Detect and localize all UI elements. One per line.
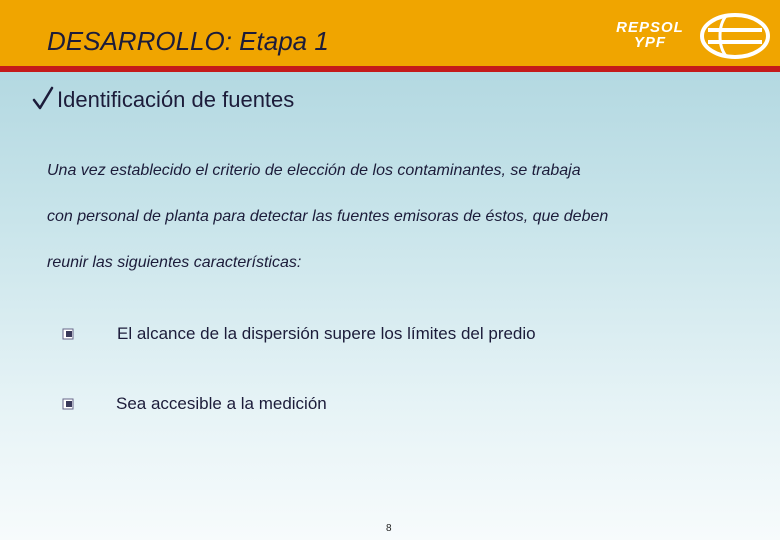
body-paragraph [47,148,747,286]
square-bullet-icon [62,398,74,410]
slide-title: DESARROLLO: Etapa 1 [47,26,329,56]
section-heading [32,86,294,113]
body-line: reunir las siguientes características: [47,254,302,271]
header-divider [0,66,780,72]
bullet-item: El alcance de la dispersión supere los límites del predio [117,324,536,343]
checkmark-icon [32,86,54,112]
repsol-emblem-icon [700,12,770,60]
logo-wordmark [608,20,692,50]
logo-line1: REPSOL [616,19,684,36]
page-number: 8 [386,523,392,534]
square-bullet-icon [62,328,74,340]
body-line: con personal de planta para detectar las fuentes emisoras de éstos, que deben [47,208,609,225]
body-line: Una vez establecido el criterio de elección de los contaminantes, se trabaja [47,162,581,179]
logo-line2: YPF [633,34,667,51]
bullet-item: Sea accesible a la medición [116,394,327,413]
repsol-ypf-logo [608,10,778,62]
section-heading-text: Identificación de fuentes [57,87,295,112]
